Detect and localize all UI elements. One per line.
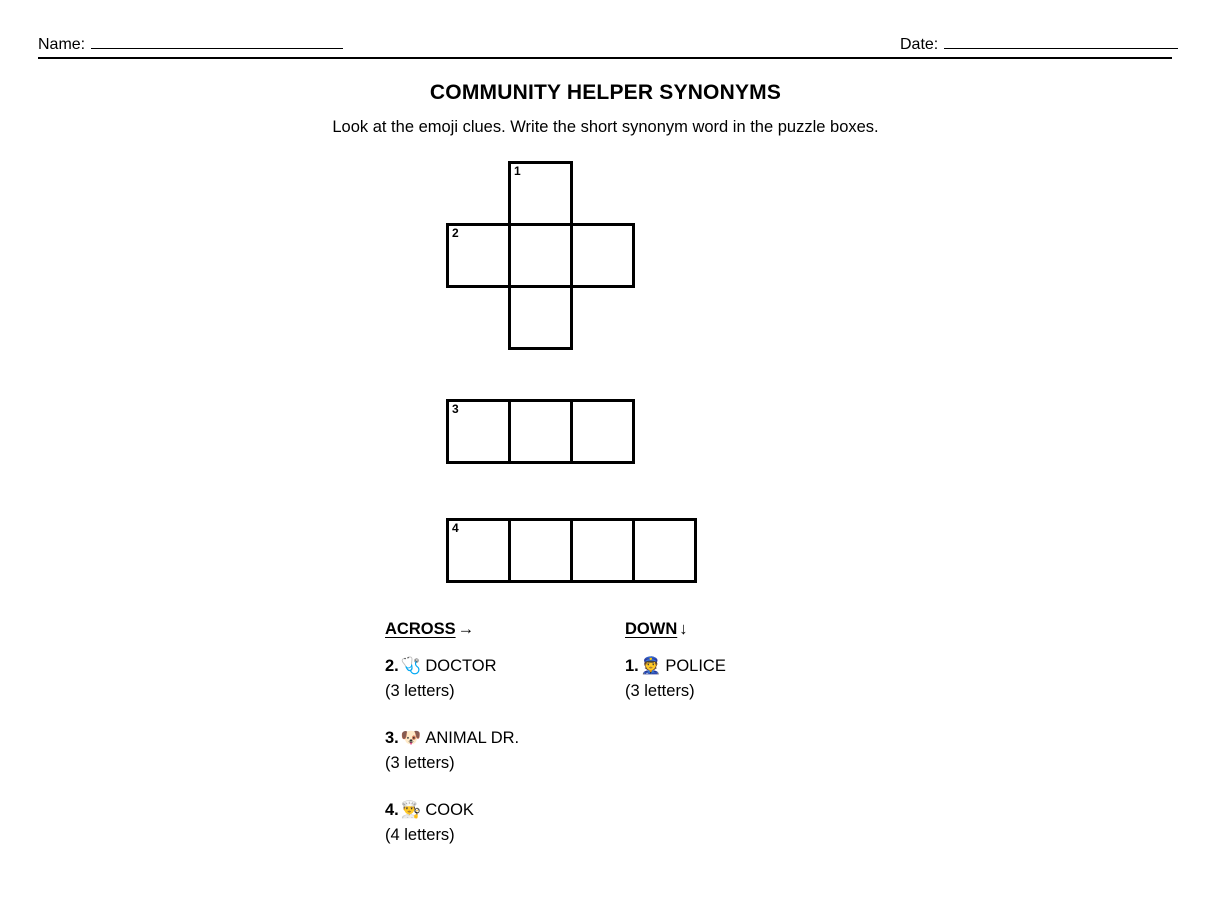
grid-cell[interactable]: [446, 399, 511, 464]
clue-number: 3.: [385, 729, 399, 747]
clue-item: [385, 797, 625, 848]
grid-cell-number: 3: [452, 402, 459, 416]
across-heading: [385, 620, 625, 639]
grid-cell-number: 2: [452, 226, 459, 240]
clue-length-hint: (3 letters): [625, 682, 695, 700]
name-input-line[interactable]: [91, 34, 343, 49]
clue-line: [625, 653, 885, 679]
grid-cell[interactable]: [632, 518, 697, 583]
clue-line: [385, 653, 625, 679]
police-officer-emoji: 👮: [640, 656, 662, 675]
clue-item: [385, 725, 625, 776]
grid-cell[interactable]: [570, 518, 635, 583]
across-heading-label: ACROSS: [385, 620, 456, 638]
dog-face-emoji: 🐶: [400, 728, 422, 747]
cook-emoji: 👨‍🍳: [400, 800, 422, 819]
grid-cell[interactable]: [446, 223, 511, 288]
grid-cell[interactable]: [508, 399, 573, 464]
clue-item: [625, 653, 885, 704]
date-input-line[interactable]: [944, 34, 1178, 49]
grid-cell[interactable]: [508, 161, 573, 226]
clue-number: 2.: [385, 657, 399, 675]
clue-line: [385, 725, 625, 751]
grid-cell[interactable]: [508, 223, 573, 288]
date-field-group: [900, 34, 1178, 55]
clue-number: 1.: [625, 657, 639, 675]
stethoscope-emoji: 🩺: [400, 656, 422, 675]
grid-cell-number: 4: [452, 521, 459, 535]
arrow-right-icon: →: [457, 620, 475, 638]
grid-cell[interactable]: [508, 518, 573, 583]
down-heading-label: DOWN: [625, 620, 678, 638]
clue-number: 4.: [385, 801, 399, 819]
page-title: COMMUNITY HELPER SYNONYMS: [429, 81, 782, 104]
clue-text: POLICE: [665, 657, 726, 675]
clue-length-hint: (4 letters): [385, 826, 455, 844]
name-label: Name:: [38, 36, 86, 53]
grid-cell[interactable]: [570, 399, 635, 464]
grid-cell[interactable]: [446, 518, 511, 583]
clue-text: ANIMAL DR.: [425, 729, 520, 747]
clue-length-hint: (3 letters): [385, 754, 455, 772]
across-clues-column: [385, 620, 625, 869]
name-field-group: [38, 34, 343, 55]
clue-length-hint: (3 letters): [385, 682, 455, 700]
down-heading: [625, 620, 885, 639]
clue-text: COOK: [425, 801, 474, 819]
date-label: Date:: [900, 36, 939, 53]
grid-cell-number: 1: [514, 164, 521, 178]
clue-line: [385, 797, 625, 823]
grid-cell[interactable]: [570, 223, 635, 288]
instructions-text: Look at the emoji clues. Write the short synonym word in the puzzle boxes.: [332, 118, 879, 136]
down-clues-column: [625, 620, 885, 725]
clue-text: DOCTOR: [425, 657, 497, 675]
arrow-down-icon: ↓: [679, 620, 688, 638]
clue-item: [385, 653, 625, 704]
header-divider: [38, 57, 1172, 59]
grid-cell[interactable]: [508, 285, 573, 350]
